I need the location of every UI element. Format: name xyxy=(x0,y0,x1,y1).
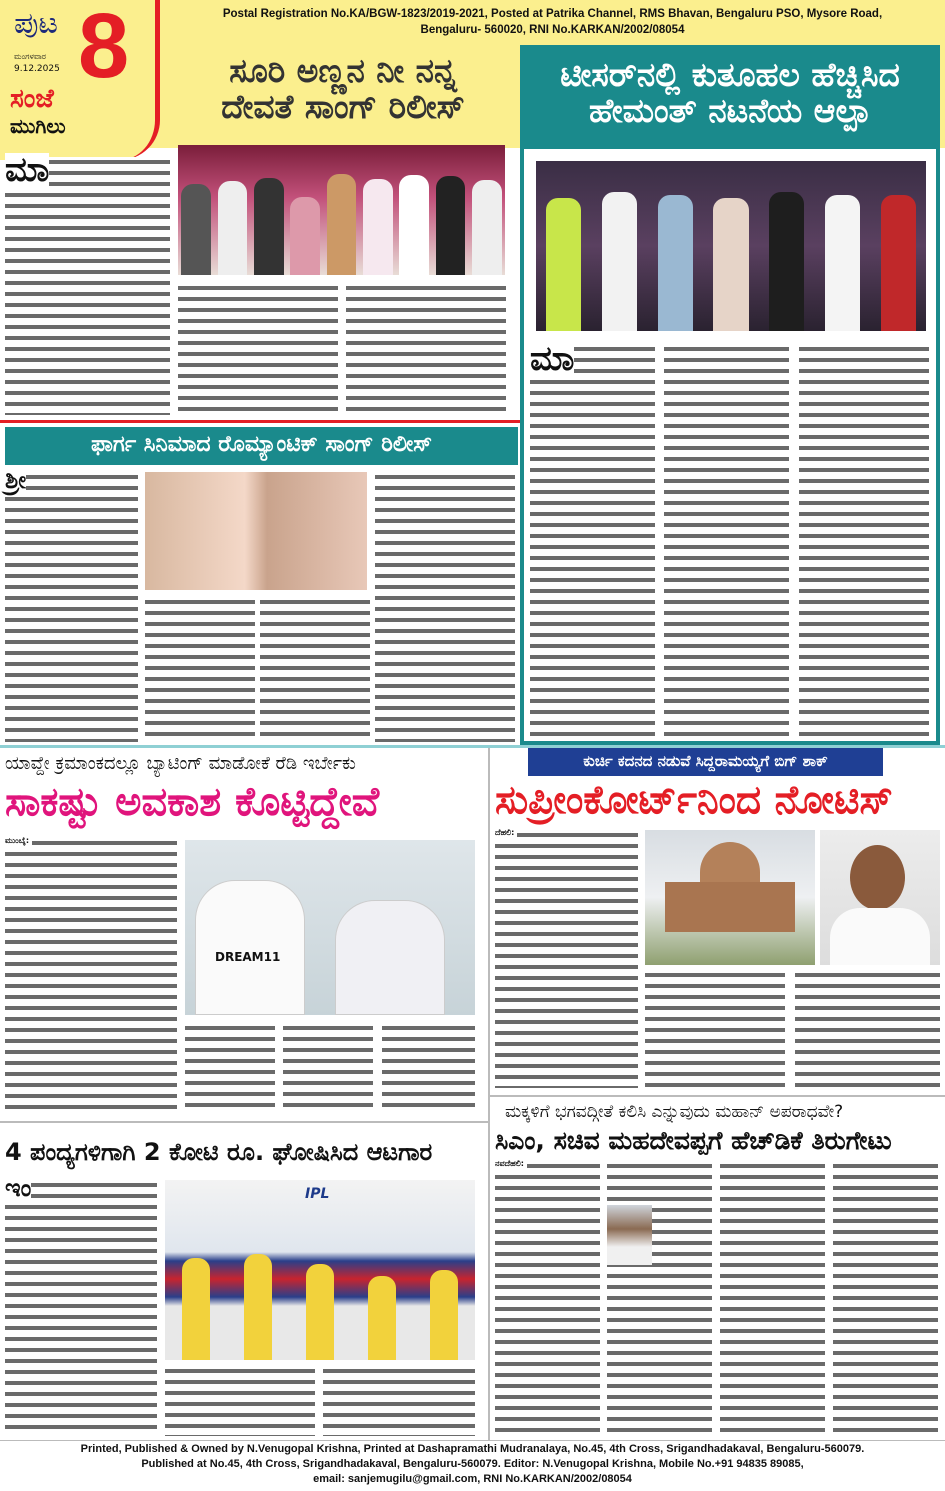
article-hdk-retort xyxy=(490,1097,945,1440)
headline: ಸಿಎಂ, ಸಚಿವ ಮಹದೇವಪ್ಪಗೆ ಹೆಚ್‌ಡಿಕೆ ತಿರುಗೇಟು xyxy=(495,1126,892,1155)
postal-line-2: Bengaluru- 560020, RNI No.KARKAN/2002/08054 xyxy=(420,24,685,36)
postal-registration xyxy=(165,6,940,38)
dateline: ನವದೆಹಲಿ: xyxy=(495,1159,527,1169)
article-body xyxy=(833,1161,938,1436)
headline-line-1: ಟೀಸರ್‌ನಲ್ಲಿ ಕುತೂಹಲ ಹೆಚ್ಚಿಸಿದ xyxy=(560,55,900,94)
event-photo xyxy=(178,145,505,275)
article-body xyxy=(664,344,789,739)
drop-cap: ಇಂ xyxy=(5,1174,32,1202)
chief-minister-photo xyxy=(820,830,940,965)
page-word: ಪುಟ xyxy=(14,6,59,41)
article-body xyxy=(5,1180,157,1435)
article-body xyxy=(795,970,940,1088)
article-body xyxy=(185,1023,275,1113)
article-body xyxy=(5,838,177,1110)
court-dome xyxy=(700,842,760,882)
article-body xyxy=(283,1023,373,1113)
headline: 4 ಪಂದ್ಯಗಳಿಗಾಗಿ 2 ಕೋಟಿ ರೂ. ಘೋಷಿಸಿದ ಆಟಗಾರ xyxy=(5,1138,433,1166)
article-body xyxy=(645,970,785,1088)
player-2 xyxy=(335,900,445,1015)
imprint-line-2: Published at No.45, 4th Cross, Srigandhadakaval, Bengaluru-560079. Editor: N.Venugopal Krishna, Mobile No.+91 94835 89085, xyxy=(141,1458,804,1470)
minister-photo xyxy=(607,1205,652,1265)
headline-line-2: ದೇವತೆ ಸಾಂಗ್ ರಿಲೀಸ್ xyxy=(221,87,465,127)
headline: ಸಾಕಷ್ಟು ಅವಕಾಶ ಕೊಟ್ಟಿದ್ದೇವೆ xyxy=(5,779,380,825)
ipl-logo: IPL xyxy=(305,1186,330,1202)
headline: ಫಾರ್ಗ ಸಿನಿಮಾದ ರೊಮ್ಯಾಂಟಿಕ್ ಸಾಂಗ್ ರಿಲೀಸ್ xyxy=(5,427,518,465)
article-body xyxy=(607,1161,712,1436)
song-still-photo xyxy=(145,472,367,590)
article-body xyxy=(346,283,506,415)
article-body xyxy=(5,472,138,742)
article-body xyxy=(530,339,655,739)
brand-logo-line2: ಮುಗಿಲು xyxy=(10,114,66,138)
headline: ಸುಪ್ರೀಂಕೋರ್ಟ್‌ನಿಂದ ನೋಟಿಸ್ xyxy=(495,778,893,823)
imprint-line-3: email: sanjemugilu@gmail.com, RNI No.KARKAN/2002/08054 xyxy=(313,1473,632,1485)
article-body xyxy=(178,283,338,415)
article-body xyxy=(495,1161,600,1436)
footer-divider xyxy=(0,1440,945,1441)
article-body xyxy=(145,597,255,742)
dateline: ದೆಹಲಿ: xyxy=(495,828,517,838)
issue-date: 9.12.2025 xyxy=(14,64,60,74)
article-ipl-donation xyxy=(0,1123,488,1440)
imprint-line-1: Printed, Published & Owned by N.Venugopal Krishna, Printed at Dashapramathi Mudranalaya, No.45, 4th Cross, Srigandhadakaval, Bengaluru-560079. xyxy=(80,1443,865,1455)
article-supreme-court-notice xyxy=(490,748,945,1093)
kicker: ಮಕ್ಕಳಿಗೆ ಭಗವದ್ಗೀತೆ ಕಲಿಸಿ ಎನ್ನುವುದು ಮಹಾನ್ ಅಪರಾಧವೇ? xyxy=(505,1102,844,1122)
brand-logo-line1: ಸಂಜೆ xyxy=(10,84,54,114)
headline xyxy=(168,53,518,126)
article-body xyxy=(720,1161,825,1436)
drop-cap: ಮಾ xyxy=(5,150,50,190)
kicker: ಯಾವ್ದೇ ಕ್ರಮಾಂಕದಲ್ಲೂ ಬ್ಯಾಟಿಂಗ್ ಮಾಡೋಕೆ ರೆಡಿ ಇರ್ಬೇಕು xyxy=(5,753,356,774)
article-body xyxy=(323,1366,475,1436)
page-number: 8 xyxy=(78,0,130,97)
article-alpha-teaser xyxy=(520,45,940,745)
portrait-head xyxy=(850,845,905,910)
article-body xyxy=(495,830,638,1088)
jersey-sponsor: DREAM11 xyxy=(215,950,281,964)
ipl-team-photo xyxy=(165,1180,475,1360)
player-1 xyxy=(195,880,305,1015)
dateline: ಮುಂಬೈ: xyxy=(5,836,32,846)
article-cricket-opportunity xyxy=(0,748,488,1118)
article-farga-song xyxy=(5,425,520,745)
headline xyxy=(524,49,936,149)
cast-photo xyxy=(536,161,926,331)
drop-cap: ಶ್ರೀ xyxy=(5,466,27,494)
article-body xyxy=(375,472,515,742)
headline-line-2: ಹೇಮಂತ್ ನಟನೆಯ ಆಲ್ಪಾ xyxy=(588,91,872,131)
drop-cap: ಮಾ xyxy=(530,339,575,379)
kicker: ಕುರ್ಚಿ ಕದನದ ನಡುವೆ ಸಿದ್ದರಾಮಯ್ಯಗೆ ಬಿಗ್ ಶಾಕ್ xyxy=(528,748,883,776)
court-building xyxy=(665,882,795,932)
postal-line-1: Postal Registration No.KA/BGW-1823/2019-2021, Posted at Patrika Channel, RMS Bhavan, Bengaluru PSO, Mysore Road, xyxy=(222,8,883,20)
imprint-footer xyxy=(0,1442,945,1487)
article-suri-song xyxy=(0,45,520,423)
supreme-court-photo xyxy=(645,830,815,965)
headline-line-1: ಸೂರಿ ಅಣ್ಣನ ನೀ ನನ್ನ xyxy=(229,51,457,90)
weekday: ಮಂಗಳವಾರ xyxy=(14,52,47,61)
article-body xyxy=(799,344,929,739)
article-body xyxy=(382,1023,475,1113)
portrait-body xyxy=(830,908,930,965)
article-body xyxy=(165,1366,315,1436)
players-photo xyxy=(185,840,475,1015)
article-body xyxy=(5,157,170,415)
article-body xyxy=(260,597,370,742)
